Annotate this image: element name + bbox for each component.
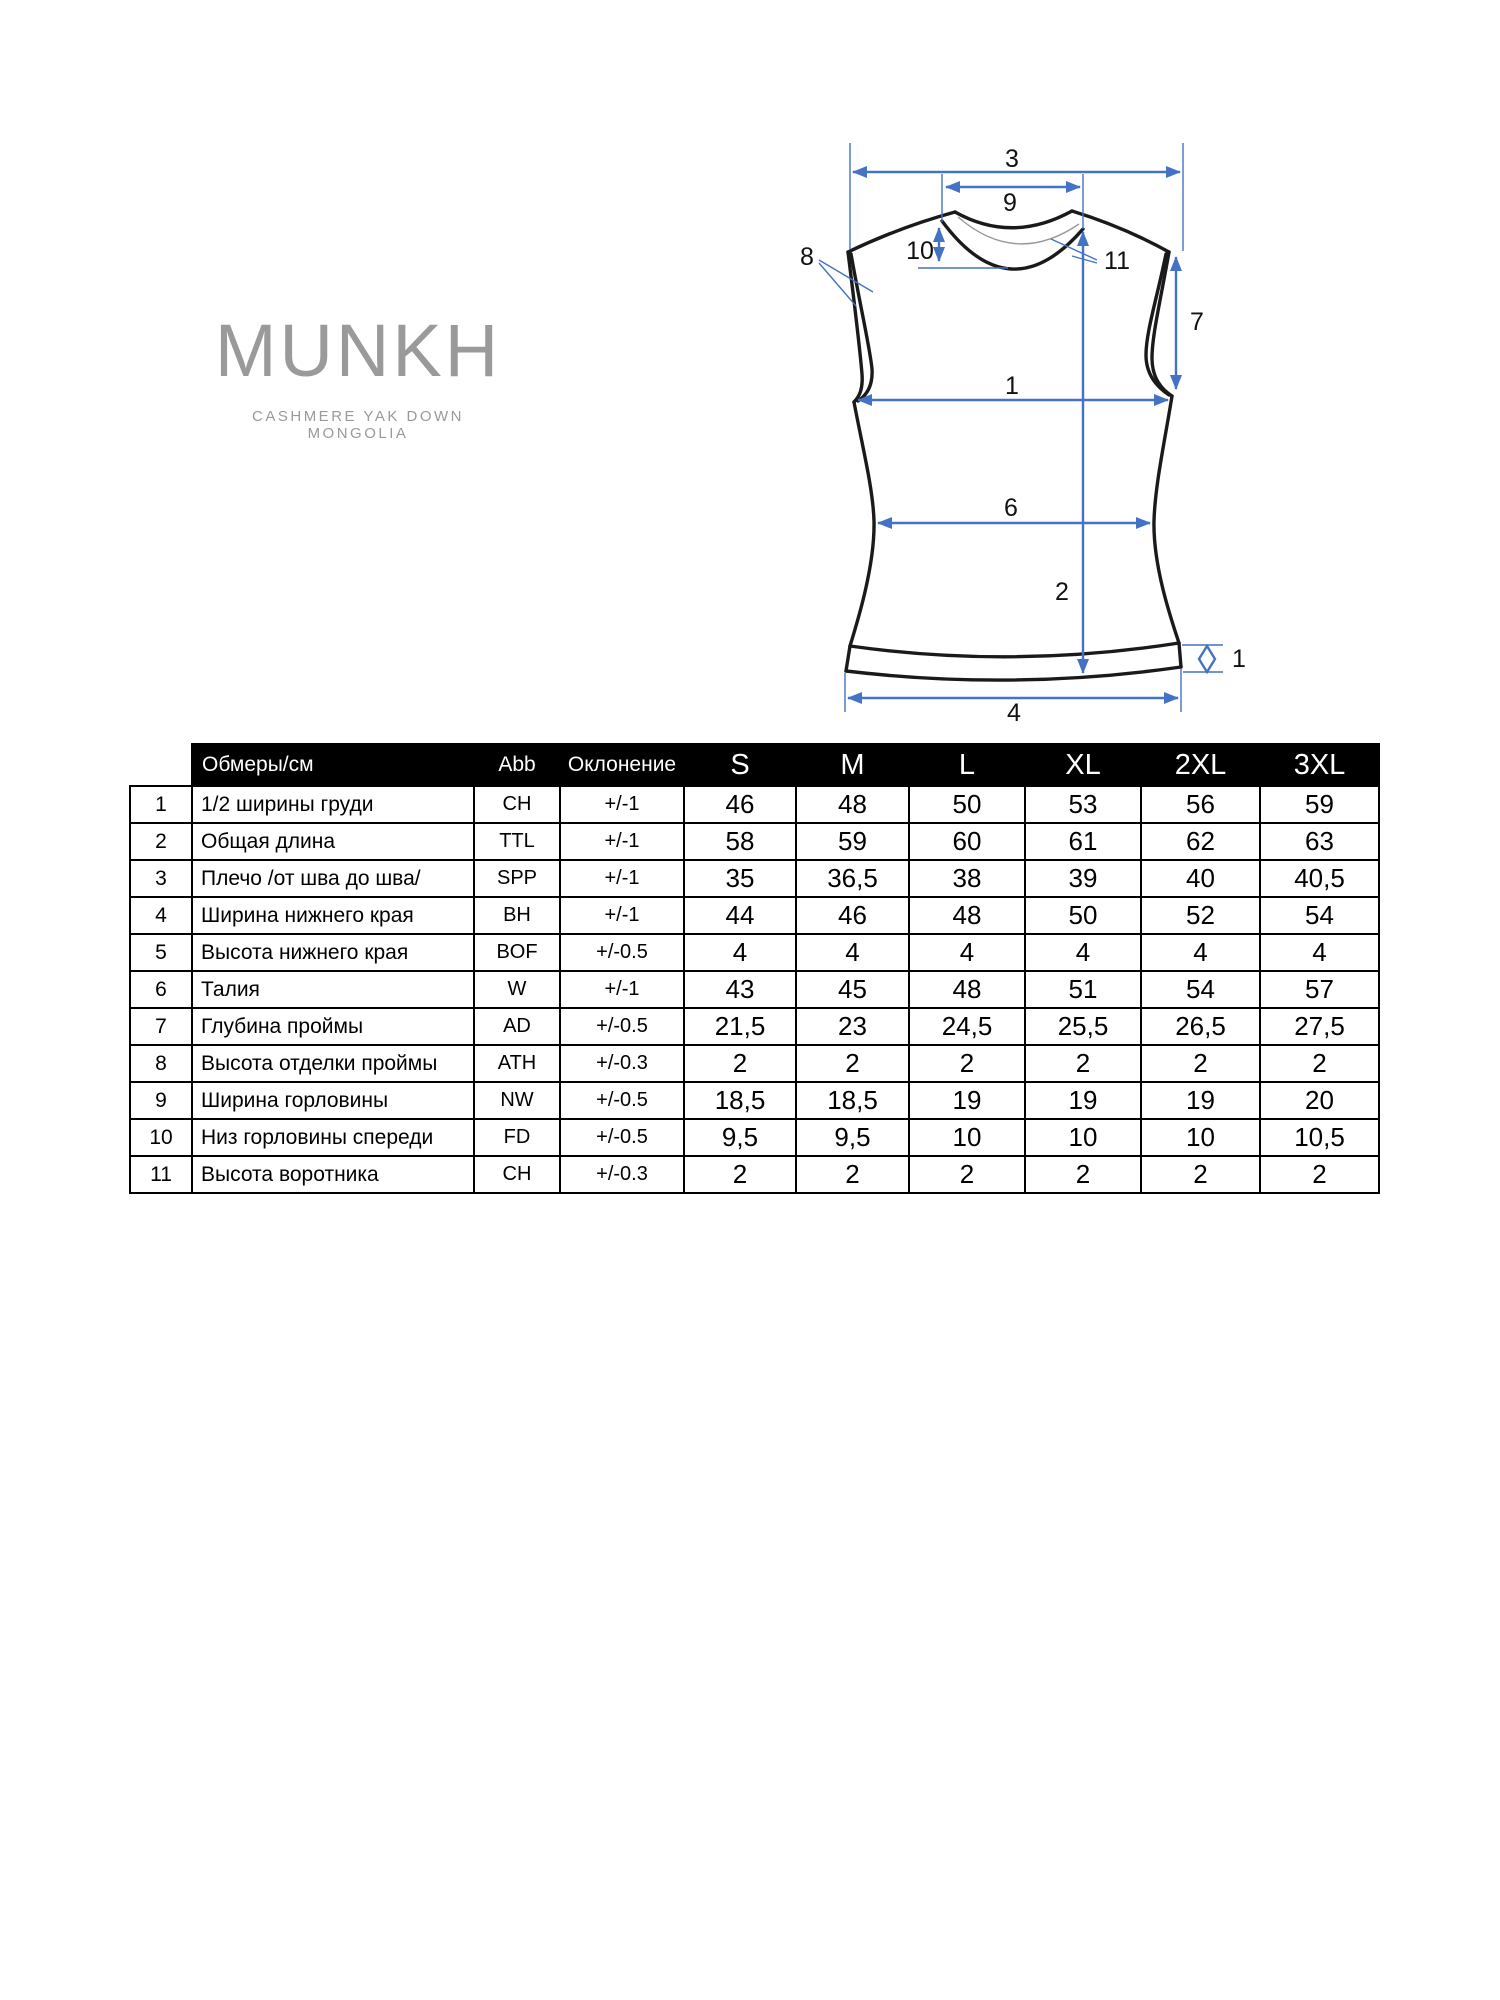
size-value: 4 [1141, 934, 1260, 971]
label-bottom-width: 4 [1007, 699, 1021, 727]
measure-abb: W [474, 971, 560, 1008]
measure-abb: BOF [474, 934, 560, 971]
hem-left-edge [846, 646, 850, 671]
table-row [130, 860, 1379, 897]
measure-abb: NW [474, 1082, 560, 1119]
garment-outline [846, 211, 1181, 680]
label-neck-width: 9 [1003, 189, 1017, 217]
row-number: 9 [130, 1082, 192, 1119]
size-value: 18,5 [684, 1082, 796, 1119]
size-value: 48 [909, 971, 1025, 1008]
size-value: 2 [1260, 1045, 1379, 1082]
size-value: 2 [1025, 1045, 1141, 1082]
measure-name: Высота отделки проймы [192, 1045, 474, 1082]
label-waist: 6 [1004, 494, 1018, 522]
size-value: 61 [1025, 823, 1141, 860]
size-value: 9,5 [796, 1119, 909, 1156]
size-value: 46 [684, 786, 796, 823]
size-value: 9,5 [684, 1119, 796, 1156]
measure-name: Плечо /от шва до шва/ [192, 860, 474, 897]
label-collar: 11 [1104, 247, 1130, 275]
size-value: 2 [1141, 1045, 1260, 1082]
measure-name: Ширина нижнего края [192, 897, 474, 934]
size-value: 10 [1141, 1119, 1260, 1156]
size-value: 4 [796, 934, 909, 971]
dimension-arrows [848, 172, 1215, 698]
size-value: 19 [1025, 1082, 1141, 1119]
size-value: 59 [1260, 786, 1379, 823]
measure-tolerance: +/-0.3 [560, 1156, 684, 1193]
size-value: 2 [909, 1045, 1025, 1082]
size-value: 53 [1025, 786, 1141, 823]
header-size-l: L [909, 744, 1025, 786]
measure-abb: SPP [474, 860, 560, 897]
brand-name: MUNKH [214, 309, 502, 392]
size-value: 2 [684, 1156, 796, 1193]
row-number: 5 [130, 934, 192, 971]
size-value: 44 [684, 897, 796, 934]
brand-tagline-line2: MONGOLIA [307, 425, 409, 442]
measure-abb: FD [474, 1119, 560, 1156]
size-value: 19 [909, 1082, 1025, 1119]
collar-pointer-line-2 [1072, 256, 1097, 263]
size-value: 4 [1025, 934, 1141, 971]
row-number: 3 [130, 860, 192, 897]
label-armhole-depth: 7 [1190, 308, 1204, 336]
size-value: 36,5 [796, 860, 909, 897]
size-value: 63 [1260, 823, 1379, 860]
size-value: 20 [1260, 1082, 1379, 1119]
size-value: 4 [909, 934, 1025, 971]
size-value: 2 [1025, 1156, 1141, 1193]
table-row [130, 971, 1379, 1008]
size-value: 48 [796, 786, 909, 823]
right-shoulder-line [1072, 211, 1169, 252]
size-value: 40 [1141, 860, 1260, 897]
measure-name: 1/2 ширины груди [192, 786, 474, 823]
measure-tolerance: +/-1 [560, 823, 684, 860]
table-row [130, 823, 1379, 860]
size-value: 35 [684, 860, 796, 897]
brand-tagline [138, 408, 578, 442]
size-value: 50 [909, 786, 1025, 823]
left-side-seam [850, 402, 874, 646]
size-value: 26,5 [1141, 1008, 1260, 1045]
measure-name: Ширина горловины [192, 1082, 474, 1119]
header-size-s: S [684, 744, 796, 786]
size-value: 10,5 [1260, 1119, 1379, 1156]
measure-tolerance: +/-0.5 [560, 1008, 684, 1045]
measure-name: Общая длина [192, 823, 474, 860]
header-measure-name: Обмеры/см [192, 744, 474, 786]
row-number: 2 [130, 823, 192, 860]
header-size-m: M [796, 744, 909, 786]
size-value: 59 [796, 823, 909, 860]
hem-right-edge [1179, 643, 1181, 667]
size-value: 2 [1141, 1156, 1260, 1193]
right-side-seam [1154, 396, 1179, 643]
table-row [130, 934, 1379, 971]
row-number: 10 [130, 1119, 192, 1156]
table-row [130, 1008, 1379, 1045]
brand-tagline-line1: CASHMERE YAK DOWN [252, 408, 464, 425]
size-value: 23 [796, 1008, 909, 1045]
measure-name: Талия [192, 971, 474, 1008]
measure-tolerance: +/-1 [560, 786, 684, 823]
size-value: 2 [796, 1156, 909, 1193]
label-armhole-trim: 8 [800, 243, 814, 271]
table-row [130, 1045, 1379, 1082]
measure-name: Высота нижнего края [192, 934, 474, 971]
measure-tolerance: +/-0.3 [560, 1045, 684, 1082]
size-value: 2 [1260, 1156, 1379, 1193]
size-value: 56 [1141, 786, 1260, 823]
measure-tolerance: +/-1 [560, 897, 684, 934]
size-value: 2 [684, 1045, 796, 1082]
size-value: 43 [684, 971, 796, 1008]
measure-name: Высота воротника [192, 1156, 474, 1193]
label-chest-width: 1 [1005, 372, 1019, 400]
measure-abb: TTL [474, 823, 560, 860]
size-value: 39 [1025, 860, 1141, 897]
header-abb: Abb [474, 744, 560, 786]
table-row [130, 1156, 1379, 1193]
measure-name: Низ горловины спереди [192, 1119, 474, 1156]
size-value: 21,5 [684, 1008, 796, 1045]
measure-tolerance: +/-0.5 [560, 1119, 684, 1156]
size-value: 10 [909, 1119, 1025, 1156]
size-value: 62 [1141, 823, 1260, 860]
row-number: 11 [130, 1156, 192, 1193]
armhole-trim-pointer-line-1 [819, 260, 873, 292]
measure-tolerance: +/-1 [560, 971, 684, 1008]
size-value: 45 [796, 971, 909, 1008]
table-header-row [130, 744, 1379, 786]
table-row [130, 786, 1379, 823]
hem-height-diamond-marker [1199, 646, 1215, 672]
hem-bottom-line [846, 667, 1181, 680]
row-number: 7 [130, 1008, 192, 1045]
size-value: 18,5 [796, 1082, 909, 1119]
size-value: 19 [1141, 1082, 1260, 1119]
brand-logo [138, 309, 578, 442]
header-tolerance: Оклонение [560, 744, 684, 786]
size-table [129, 743, 1380, 1194]
header-size-2xl: 2XL [1141, 744, 1260, 786]
size-value: 46 [796, 897, 909, 934]
measure-abb: CH [474, 1156, 560, 1193]
size-value: 54 [1141, 971, 1260, 1008]
size-value: 24,5 [909, 1008, 1025, 1045]
size-value: 52 [1141, 897, 1260, 934]
measure-abb: ATH [474, 1045, 560, 1082]
measure-tolerance: +/-0.5 [560, 1082, 684, 1119]
table-row [130, 1082, 1379, 1119]
size-value: 40,5 [1260, 860, 1379, 897]
label-front-neck-drop: 10 [906, 237, 934, 265]
row-number: 4 [130, 897, 192, 934]
measure-abb: BH [474, 897, 560, 934]
label-hem-height: 1 [1232, 645, 1246, 673]
measure-abb: AD [474, 1008, 560, 1045]
size-value: 25,5 [1025, 1008, 1141, 1045]
size-value: 50 [1025, 897, 1141, 934]
measure-name: Глубина проймы [192, 1008, 474, 1045]
size-value: 4 [684, 934, 796, 971]
garment-measurement-diagram [790, 110, 1310, 750]
row-number: 8 [130, 1045, 192, 1082]
size-value: 57 [1260, 971, 1379, 1008]
size-value: 58 [684, 823, 796, 860]
measure-tolerance: +/-0.5 [560, 934, 684, 971]
hem-top-line [850, 643, 1179, 657]
size-value: 2 [909, 1156, 1025, 1193]
label-total-length: 2 [1055, 578, 1069, 606]
size-value: 54 [1260, 897, 1379, 934]
measure-abb: CH [474, 786, 560, 823]
row-number: 1 [130, 786, 192, 823]
row-number: 6 [130, 971, 192, 1008]
table-row [130, 897, 1379, 934]
size-value: 4 [1260, 934, 1379, 971]
header-size-xl: XL [1025, 744, 1141, 786]
size-value: 2 [796, 1045, 909, 1082]
label-shoulder-width: 3 [1005, 145, 1019, 173]
size-value: 38 [909, 860, 1025, 897]
size-value: 60 [909, 823, 1025, 860]
size-value: 27,5 [1260, 1008, 1379, 1045]
size-value: 10 [1025, 1119, 1141, 1156]
measure-tolerance: +/-1 [560, 860, 684, 897]
table-row [130, 1119, 1379, 1156]
header-size-3xl: 3XL [1260, 744, 1379, 786]
size-value: 51 [1025, 971, 1141, 1008]
size-value: 48 [909, 897, 1025, 934]
corner-cell [130, 744, 192, 786]
